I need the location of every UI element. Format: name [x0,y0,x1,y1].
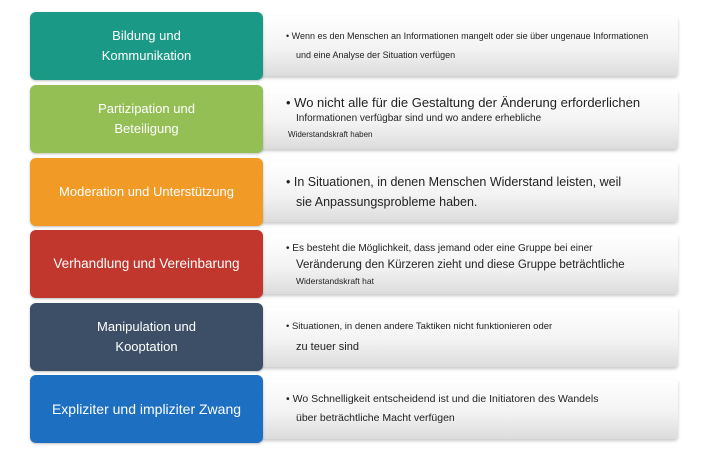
strategy-row-moderation [30,158,678,226]
description-line: sie Anpassungsprobleme haben. [296,195,478,209]
strategy-title: Verhandlung und Vereinbarung [53,256,240,271]
description-line: Widerstandskraft hat [296,275,374,286]
description-line: • In Situationen, in denen Menschen Widerstand leisten, weil [286,172,621,192]
strategy-description-card [252,89,678,149]
strategy-description-card [252,379,678,439]
strategy-row-verhandlung [30,230,678,298]
strategy-tile [30,230,263,298]
strategy-title: Expliziter und impliziter Zwang [51,401,242,417]
strategy-description-card [252,307,678,367]
strategy-title: Partizipation und Beteiligung [98,101,195,136]
strategy-row-zwang [30,375,678,443]
strategy-tile [30,375,263,443]
strategy-tile [30,12,263,80]
strategy-title: Moderation und Unterstützung [59,184,234,199]
description-line: zu teuer sind [296,341,359,353]
description-line: und eine Analyse der Situation verfügen [296,50,456,60]
strategy-description-card [252,16,678,76]
strategy-description-card [252,162,678,222]
strategy-tile [30,85,263,153]
strategy-row-manipulation [30,303,678,371]
description-line: • Wo Schnelligkeit entscheidend ist und die Initiatoren des Wandels [286,390,598,409]
description-line: • Wo nicht alle für die Gestaltung der Änderung erforderlichen [286,95,640,111]
description-line: Veränderung den Kürzeren zieht und diese Gruppe beträchtliche [296,258,625,271]
description-line: • Wenn es den Menschen an Informationen mangelt oder sie über ungenaue Informationen [286,27,648,46]
description-line: Widerstandskraft haben [288,130,373,139]
strategy-description-card [252,234,678,294]
strategy-title: Manipulation und Kooptation [96,319,197,354]
description-line: • Situationen, in denen andere Taktiken nicht funktionieren oder [286,317,552,337]
description-line: über beträchtliche Macht verfügen [296,412,455,424]
strategy-title: Bildung und Kommunikation [101,28,192,63]
strategy-row-partizipation [30,85,678,153]
description-line: • Es besteht die Möglichkeit, dass jemand oder eine Gruppe bei einer [286,241,625,257]
description-line: Informationen verfügbar sind und wo andere erhebliche [296,113,542,124]
strategy-tile [30,158,263,226]
strategy-row-bildung [30,12,678,80]
strategy-tile [30,303,263,371]
